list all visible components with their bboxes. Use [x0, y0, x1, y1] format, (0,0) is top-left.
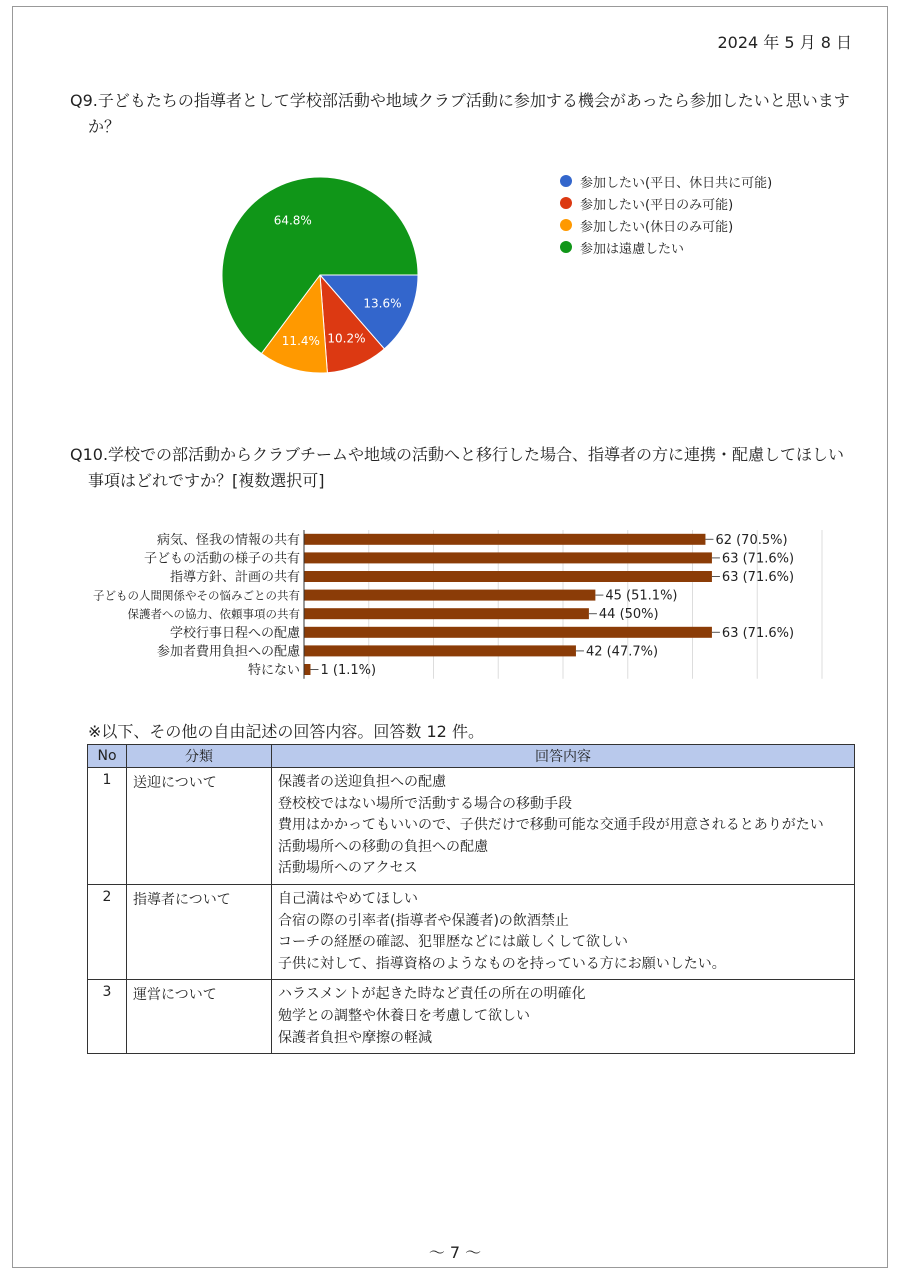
bar	[304, 608, 589, 619]
answer-item: 活動場所へのアクセス	[278, 860, 418, 877]
pie-data-label: 13.6%	[363, 296, 402, 311]
legend-label: 参加したい(平日、休日共に可能)	[580, 175, 773, 191]
legend-item	[560, 170, 772, 192]
legend-item	[560, 192, 772, 214]
answer-item: 自己満はやめてほしい	[278, 890, 418, 907]
q9-pie-chart	[210, 165, 430, 385]
header-answer: 回答内容	[272, 745, 855, 768]
q10-bar-chart	[90, 525, 830, 685]
bar	[304, 534, 705, 545]
category-label: 子どもの活動の様子の共有	[143, 551, 300, 567]
table-row	[88, 884, 855, 979]
row-answers	[272, 768, 855, 885]
page-number: ～ 7 ～	[428, 1243, 482, 1262]
answer-item: 子供に対して、指導資格のようなものを持っている方にお願いしたい。	[278, 955, 726, 972]
bar	[304, 645, 576, 656]
bar-data-label: 44 (50%)	[598, 607, 659, 623]
legend-item	[560, 214, 772, 236]
category-label: 子どもの人間関係やその悩みごとの共有	[93, 588, 300, 603]
legend-item	[560, 236, 772, 258]
legend-label: 参加したい(平日のみ可能)	[580, 197, 734, 213]
bar-data-label: 62 (70.5%)	[715, 532, 788, 548]
table-row	[88, 768, 855, 885]
row-category: 指導者について	[127, 884, 272, 979]
row-category: 送迎について	[127, 768, 272, 885]
row-category: 運営について	[127, 980, 272, 1054]
row-answers	[272, 884, 855, 979]
bar	[304, 627, 712, 638]
q9-pie-legend	[560, 170, 772, 258]
legend-label: 参加したい(休日のみ可能)	[580, 219, 734, 235]
q9-title-line2: か？	[88, 117, 121, 136]
free-text-table	[87, 744, 855, 1054]
bar-data-label: 45 (51.1%)	[605, 588, 678, 604]
answer-item: 勉学との調整や休養日を考慮して欲しい	[278, 1007, 530, 1024]
bar	[304, 571, 712, 582]
q10-title	[70, 442, 860, 494]
bar-data-label: 1 (1.1%)	[320, 663, 377, 678]
bar	[304, 664, 310, 675]
pie-data-label: 11.4%	[281, 333, 320, 348]
row-answers	[272, 980, 855, 1054]
bar-data-label: 42 (47.7%)	[585, 644, 659, 660]
answer-item: 費用はかかってもいいので、子供だけで移動可能な交通手段が用意されるとありがたい	[278, 817, 824, 834]
answer-item: ハラスメントが起きた時など責任の所在の明確化	[278, 986, 586, 1003]
row-no: 2	[88, 884, 127, 979]
answer-item: コーチの経歴の確認、犯罪歴などには厳しくして欲しい	[278, 934, 628, 951]
answer-item: 合宿の際の引率者(指導者や保護者)の飲酒禁止	[278, 912, 569, 929]
legend-label: 参加は遠慮したい	[580, 241, 685, 257]
pie-data-label: 64.8%	[273, 213, 312, 228]
category-label: 参加者費用負担への配慮	[156, 644, 300, 660]
q9-title	[70, 88, 860, 140]
bar	[304, 590, 595, 601]
bar-data-label: 63 (71.6%)	[721, 625, 795, 641]
q9-title-line1: Q9.子どもたちの指導者として学校部活動や地域クラブ活動に参加する機会があったら参加したいと思います	[70, 91, 850, 110]
pie-data-label: 10.2%	[327, 331, 366, 346]
legend-swatch	[560, 197, 572, 209]
answer-item: 登校校ではない場所で活動する場合の移動手段	[278, 795, 572, 812]
legend-swatch	[560, 175, 572, 187]
table-row	[88, 980, 855, 1054]
category-label: 保護者への協力、依頼事項の共有	[127, 607, 300, 622]
document-date: 2024 年 5 月 8 日	[717, 33, 852, 52]
q10-title-line2: 事項はどれですか？[複数選択可]	[88, 471, 325, 490]
legend-swatch	[560, 241, 572, 253]
free-text-note: ※以下、その他の自由記述の回答内容。回答数 12 件。	[88, 722, 484, 741]
bar-data-label: 63 (71.6%)	[721, 551, 795, 567]
table-header-row	[88, 745, 855, 768]
category-label: 学校行事日程への配慮	[169, 625, 300, 641]
legend-swatch	[560, 219, 572, 231]
category-label: 病気、怪我の情報の共有	[156, 532, 300, 548]
answer-item: 保護者の送迎負担への配慮	[278, 774, 446, 790]
bar-data-label: 63 (71.6%)	[721, 570, 795, 585]
header-category: 分類	[127, 745, 272, 768]
header-no: No	[88, 745, 127, 768]
category-label: 指導方針、計画の共有	[169, 570, 300, 585]
q10-title-line1: Q10.学校での部活動からクラブチームや地域の活動へと移行した場合、指導者の方に連携・配慮してほしい	[70, 445, 845, 464]
category-label: 特にない	[247, 663, 300, 678]
row-no: 1	[88, 768, 127, 885]
bar	[304, 552, 712, 563]
row-no: 3	[88, 980, 127, 1054]
answer-item: 保護者負担や摩擦の軽減	[278, 1029, 432, 1046]
answer-item: 活動場所への移動の負担への配慮	[278, 838, 488, 855]
